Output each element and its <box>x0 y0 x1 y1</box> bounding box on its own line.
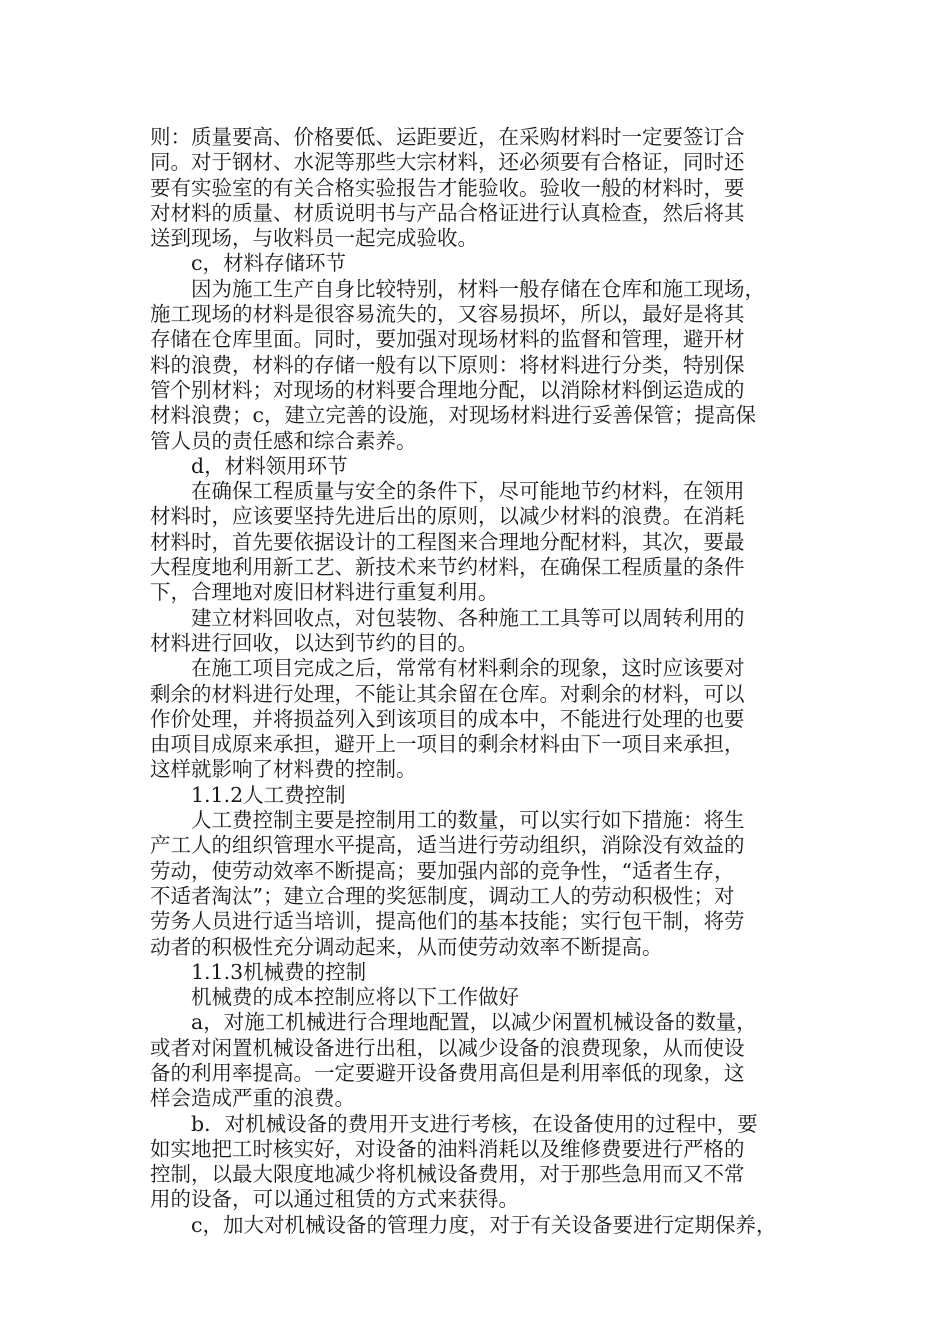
text-line: 管个别材料；对现场的材料要合理地分配，以消除材料倒运造成的 <box>150 377 745 402</box>
text-line: 备的利用率提高。一定要避开设备费用高但是利用率低的现象，这 <box>150 1060 745 1085</box>
text-line: d，材料领用环节 <box>191 453 348 478</box>
text-line: 控制，以最大限度地减少将机械设备费用，对于那些急用而又不常 <box>150 1162 745 1187</box>
text-line: 在施工项目完成之后，常常有材料剩余的现象，这时应该要对 <box>191 656 745 681</box>
text-line: 产工人的组织管理水平提高，适当进行劳动组织，消除没有效益的 <box>150 833 745 858</box>
text-line: 材料时，首先要依据设计的工程图来合理地分配材料，其次，要最 <box>150 529 745 554</box>
text-line: 同。对于钢材、水泥等那些大宗材料，还必须要有合格证，同时还 <box>150 150 745 175</box>
text-line: a，对施工机械进行合理地配置，以减少闲置机械设备的数量， <box>191 1010 757 1035</box>
text-line: 料的浪费，材料的存储一般有以下原则：将材料进行分类，特别保 <box>150 352 745 377</box>
document-body <box>150 125 816 1238</box>
text-line: 建立材料回收点，对包装物、各种施工工具等可以周转利用的 <box>191 605 745 630</box>
text-line: 人工费控制主要是控制用工的数量，可以实行如下措施：将生 <box>191 808 745 833</box>
text-line: 材料浪费；c，建立完善的设施，对现场材料进行妥善保管；提高保 <box>150 403 756 428</box>
text-line: 则：质量要高、价格要低、运距要近，在采购材料时一定要签订合 <box>150 125 745 149</box>
text-line: 1.1.3机械费的控制 <box>191 959 367 984</box>
text-line: 不适者淘汰”；建立合理的奖惩制度，调动工人的劳动积极性；对 <box>150 883 735 908</box>
text-line: 1.1.2人工费控制 <box>191 782 346 807</box>
text-line: 材料时，应该要坚持先进后出的原则，以减少材料的浪费。在消耗 <box>150 504 745 529</box>
text-line: 管人员的责任感和综合素养。 <box>150 428 417 453</box>
text-line: 送到现场，与收料员一起完成验收。 <box>150 226 478 251</box>
text-line: 机械费的成本控制应将以下工作做好 <box>191 985 519 1010</box>
text-line: c，材料存储环节 <box>191 251 346 276</box>
text-line: 在确保工程质量与安全的条件下，尽可能地节约材料，在领用 <box>191 479 745 504</box>
text-line: 由项目成原来承担，避开上一项目的剩余材料由下一项目来承担， <box>150 732 745 757</box>
text-line: 施工现场的材料是很容易流失的，又容易损坏，所以，最好是将其 <box>150 302 745 327</box>
text-line: 存储在仓库里面。同时，要加强对现场材料的监督和管理，避开材 <box>150 327 745 352</box>
text-line: 劳动，使劳动效率不断提高；要加强内部的竞争性，“适者生存， <box>150 858 735 883</box>
text-line: 用的设备，可以通过租赁的方式来获得。 <box>150 1187 519 1212</box>
text-line: c，加大对机械设备的管理力度，对于有关设备要进行定期保养， <box>191 1212 777 1237</box>
text-line: 这样就影响了材料费的控制。 <box>150 757 417 782</box>
text-line: 动者的积极性充分调动起来，从而使劳动效率不断提高。 <box>150 934 663 959</box>
text-line: b．对机械设备的费用开支进行考核，在设备使用的过程中，要 <box>191 1111 758 1136</box>
text-line: 作价处理，并将损益列入到该项目的成本中，不能进行处理的也要 <box>150 706 745 731</box>
text-line: 样会造成严重的浪费。 <box>150 1086 355 1111</box>
text-line: 大程度地利用新工艺、新技术来节约材料，在确保工程质量的条件 <box>150 555 745 580</box>
text-line: 材料进行回收，以达到节约的目的。 <box>150 630 478 655</box>
text-line: 下，合理地对废旧材料进行重复利用。 <box>150 580 499 605</box>
text-line: 或者对闲置机械设备进行出租，以减少设备的浪费现象，从而使设 <box>150 1035 745 1060</box>
text-line: 因为施工生产自身比较特别，材料一般存储在仓库和施工现场， <box>191 276 765 301</box>
text-line: 劳务人员进行适当培训，提高他们的基本技能；实行包干制，将劳 <box>150 909 745 934</box>
text-line: 如实地把工时核实好，对设备的油料消耗以及维修费要进行严格的 <box>150 1136 745 1161</box>
text-line: 剩余的材料进行处理，不能让其余留在仓库。对剩余的材料，可以 <box>150 681 745 706</box>
text-line: 对材料的质量、材质说明书与产品合格证进行认真检查，然后将其 <box>150 200 745 225</box>
text-line: 要有实验室的有关合格实验报告才能验收。验收一般的材料时，要 <box>150 175 745 200</box>
